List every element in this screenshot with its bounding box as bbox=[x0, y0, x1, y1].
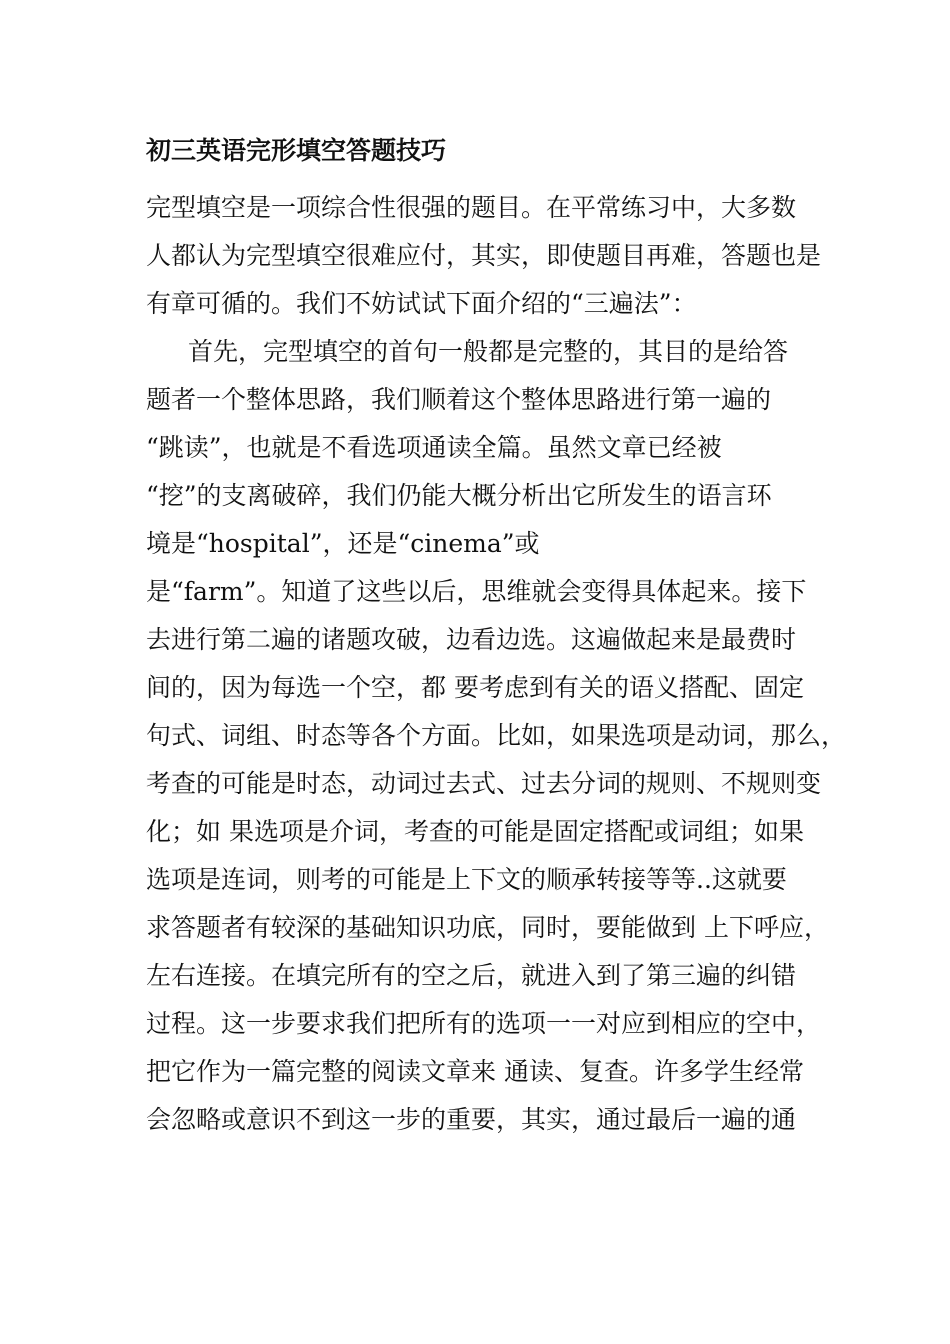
text-line: 求答题者有较深的基础知识功底，同时，要能做到 上下呼应， bbox=[146, 913, 829, 942]
text-line: “跳读”，也就是不看选项通读全篇。虽然文章已经被 bbox=[146, 433, 722, 462]
text-line: 把它作为一篇完整的阅读文章来 通读、复查。许多学生经常 bbox=[146, 1057, 804, 1086]
document-title: 初三英语完形填空答题技巧 bbox=[146, 136, 447, 165]
text-line: 考查的可能是时态，动词过去式、过去分词的规则、不规则变 bbox=[146, 769, 822, 798]
text-line: 题者一个整体思路，我们顺着这个整体思路进行第一遍的 bbox=[146, 385, 772, 414]
text-line: 境是“hospital”，还是“cinema”或 bbox=[146, 529, 540, 558]
text-line: “挖”的支离破碎，我们仍能大概分析出它所发生的语言环 bbox=[146, 481, 772, 510]
text-line: 选项是连词，则考的可能是上下文的顺承转接等等..这就要 bbox=[146, 865, 787, 894]
text-line: 句式、词组、时态等各个方面。比如，如果选项是动词，那么， bbox=[146, 721, 847, 750]
text-line: 化；如 果选项是介词，考查的可能是固定搭配或词组；如果 bbox=[146, 817, 804, 846]
text-line: 间的，因为每选一个空，都 要考虑到有关的语义搭配、固定 bbox=[146, 673, 804, 702]
text-line: 有章可循的。我们不妨试试下面介绍的“三遍法”： bbox=[146, 289, 697, 318]
text-line: 左右连接。在填完所有的空之后，就进入到了第三遍的纠错 bbox=[146, 961, 797, 990]
text-line: 会忽略或意识不到这一步的重要，其实，通过最后一遍的通 bbox=[146, 1105, 797, 1134]
text-line: 是“farm”。知道了这些以后，思维就会变得具体起来。接下 bbox=[146, 577, 807, 606]
text-line: 完型填空是一项综合性很强的题目。在平常练习中，大多数 bbox=[146, 193, 797, 222]
text-line: 首先，完型填空的首句一般都是完整的，其目的是给答 bbox=[188, 337, 789, 366]
text-line: 人都认为完型填空很难应付，其实，即使题目再难，答题也是 bbox=[146, 241, 822, 270]
text-line: 去进行第二遍的诸题攻破，边看边选。这遍做起来是最费时 bbox=[146, 625, 797, 654]
text-line: 过程。这一步要求我们把所有的选项一一对应到相应的空中， bbox=[146, 1009, 822, 1038]
